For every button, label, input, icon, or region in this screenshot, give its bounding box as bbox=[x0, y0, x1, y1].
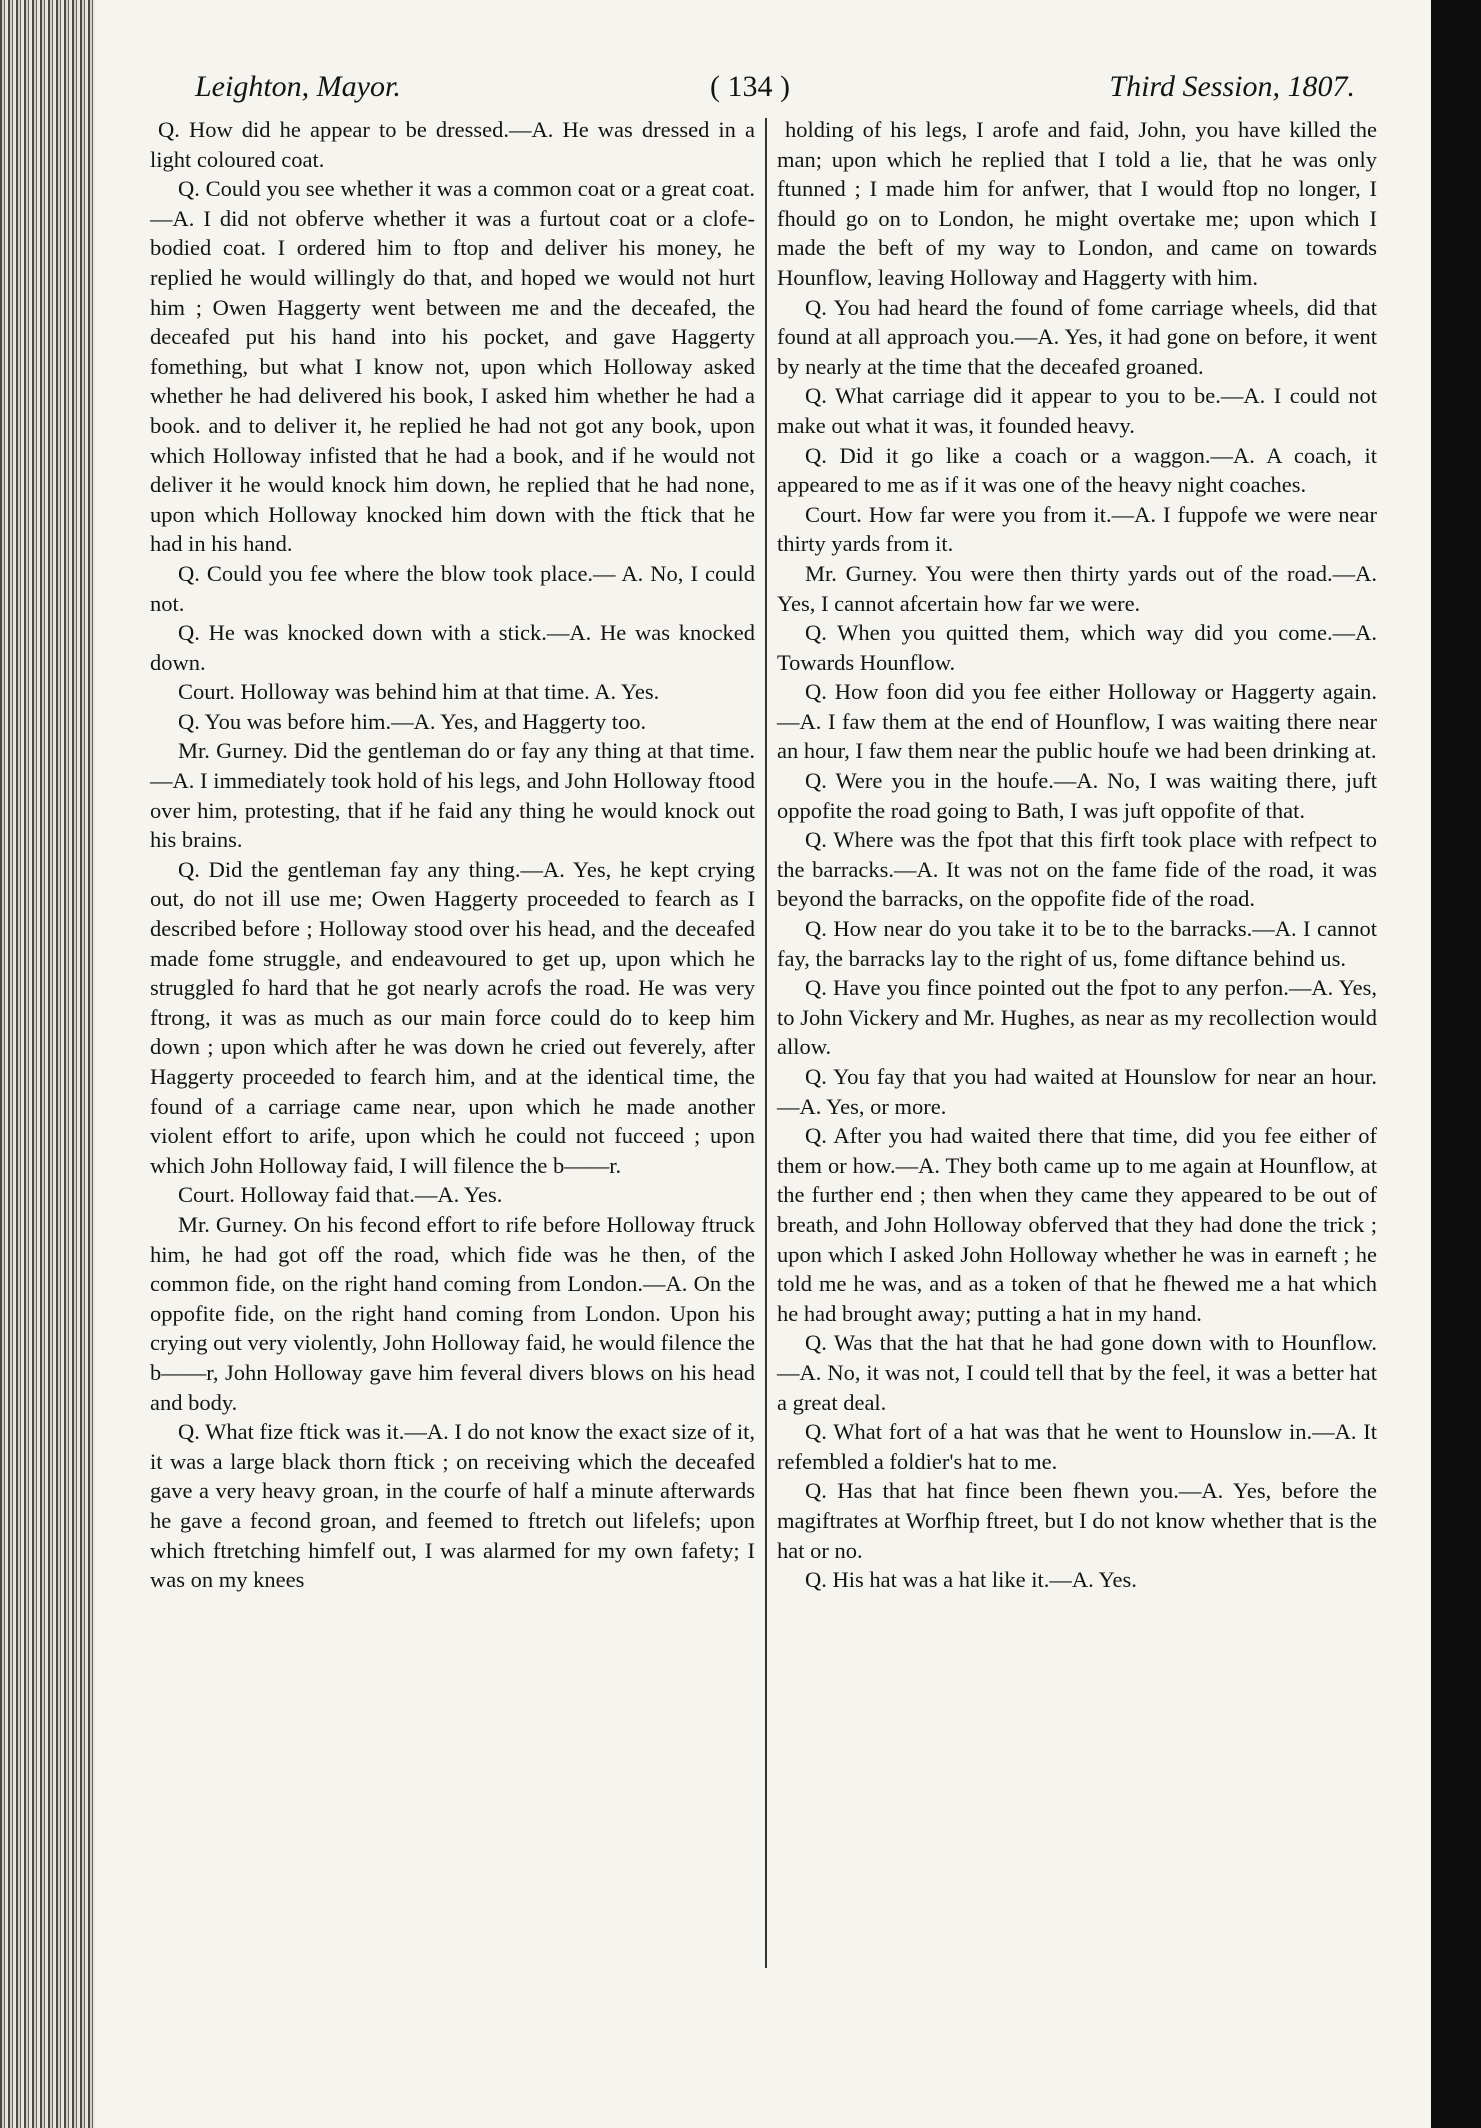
paragraph: holding of his legs, I arofe and faid, John, you have killed the man; upon which he replied that I told a lie, that he was only ftunned ; I made him for anfwer, that I would ftop no longer, I fhould go on to London, he might overtake me; upon which I made the beft of my way to London, and came on towards Hounflow, leaving Holloway and Haggerty with him. bbox=[777, 117, 1377, 290]
paragraph: Q. How near do you take it to be to the barracks.—A. I cannot fay, the barracks lay to the right of us, fome diftance behind us. bbox=[777, 916, 1377, 971]
paragraph: Q. How did he appear to be dressed.—A. He was dressed in a light coloured coat. bbox=[150, 117, 755, 172]
scanned-page-edge-right bbox=[1431, 0, 1481, 2128]
header-mayor: Leighton, Mayor. bbox=[195, 70, 401, 103]
paragraph: Court. How far were you from it.—A. I fuppofe we were near thirty yards from it. bbox=[777, 501, 1377, 557]
paragraph: Q. Did it go like a coach or a waggon.—A. A coach, it appeared to me as if it was one of the heavy night coaches. bbox=[777, 442, 1377, 498]
paragraph: Q. You fay that you had waited at Hounslow for near an hour.—A. Yes, or more. bbox=[777, 1064, 1377, 1119]
paragraph: Q. What carriage did it appear to you to be.—A. I could not make out what it was, it founded heavy. bbox=[777, 383, 1377, 438]
page-number: ( 134 ) bbox=[710, 70, 790, 103]
paragraph: Q. After you had waited there that time, did you fee either of them or how.—A. They both came up to me again at Hounflow, at the further end ; then when they came they appeared to be out of breath, and John Holloway obferved that they had done the trick ; upon which I asked John Holloway whether he was in earneft ; he told me he was, and as a token of that he fhewed me a hat which he had brought away; putting a hat in my hand. bbox=[777, 1123, 1377, 1326]
paragraph: Q. Could you see whether it was a common coat or a great coat.—A. I did not obferve whether it was a furtout coat or a clofe-bodied coat. I ordered him to ftop and deliver his money, he replied he would willingly do that, and hoped we would not hurt him ; Owen Haggerty went between me and the deceafed, the deceafed put his hand into his pocket, and gave Haggerty fomething, but what I know not, upon which Holloway asked whether he had delivered his book, I asked him whether he had a book. and to deliver it, he replied he had not got any book, upon which Holloway infisted that he had a book, and if he would not deliver it he would knock him down, he replied that he had none, upon which Holloway knocked him down with the ftick that he had in his hand. bbox=[150, 176, 755, 557]
paragraph: Q. Was that the hat that he had gone down with to Hounflow.—A. No, it was not, I could tell that by the feel, it was a better hat a great deal. bbox=[777, 1330, 1377, 1415]
left-column bbox=[150, 115, 755, 1595]
paragraph: Q. When you quitted them, which way did you come.—A. Towards Hounflow. bbox=[777, 620, 1377, 675]
paragraph: Q. Have you fince pointed out the fpot to any perfon.—A. Yes, to John Vickery and Mr. Hughes, as near as my recollection would allow. bbox=[777, 975, 1377, 1060]
paragraph: Mr. Gurney. You were then thirty yards out of the road.—A. Yes, I cannot afcertain how far we were. bbox=[777, 560, 1377, 616]
paragraph: Court. Holloway was behind him at that time. A. Yes. bbox=[178, 679, 660, 705]
paragraph: Q. Were you in the houfe.—A. No, I was waiting there, juft oppofite the road going to Bath, I was juft oppofite of that. bbox=[777, 768, 1377, 823]
paragraph: Q. What fize ftick was it.—A. I do not know the exact size of it, it was a large black thorn ftick ; on receiving which the deceafed gave a very heavy groan, in the courfe of half a minute afterwards he gave a fecond groan, and feemed to ftretch out lifelefs; upon which ftretching himfelf out, I was alarmed for my own fafety; I was on my knees bbox=[150, 1419, 755, 1593]
right-column bbox=[777, 115, 1377, 1595]
paragraph: Q. What fort of a hat was that he went to Hounslow in.—A. It refembled a foldier's hat to me. bbox=[777, 1419, 1377, 1474]
paragraph: Q. You had heard the found of fome carriage wheels, did that found at all approach you.—A. Yes, it had gone on before, it went by nearly at the time that the deceafed groaned. bbox=[777, 294, 1377, 379]
paragraph: Q. Did the gentleman fay any thing.—A. Yes, he kept crying out, do not ill use me; Owen Haggerty proceeded to fearch as I described before ; Holloway stood over his head, and the deceafed made fome struggle, and endeavoured to get up, upon which he struggled fo hard that he got nearly acrofs the road. He was very ftrong, it was as much as our main force could do to keep him down ; upon which after he was down he cried out feverely, after Haggerty proceeded to fearch him, and at the identical time, the found of a carriage came near, upon which he made another violent effort to arife, upon which he could not fucceed ; upon which John Holloway faid, I will filence the b——r. bbox=[150, 856, 755, 1178]
paragraph: Q. You was before him.—A. Yes, and Haggerty too. bbox=[178, 708, 647, 734]
paragraph: Q. He was knocked down with a stick.—A. He was knocked down. bbox=[150, 620, 755, 675]
scanned-page-edge-left bbox=[0, 0, 95, 2128]
paragraph: Q. Has that hat fince been fhewn you.—A. Yes, before the magiftrates at Worfhip ftreet, but I do not know whether that is the hat or no. bbox=[777, 1478, 1377, 1563]
paragraph: Q. His hat was a hat like it.—A. Yes. bbox=[805, 1567, 1137, 1593]
paragraph: Q. Where was the fpot that this firft took place with refpect to the barracks.—A. It was not on the fame fide of the road, it was beyond the barracks, on the oppofite fide of the road. bbox=[777, 827, 1377, 912]
paragraph: Court. Holloway faid that.—A. Yes. bbox=[178, 1182, 503, 1208]
paragraph: Q. How foon did you fee either Holloway or Haggerty again.—A. I faw them at the end of Hounflow, I was waiting there near an hour, I faw them near the public houfe we had been drinking at. bbox=[777, 679, 1377, 764]
paragraph: Mr. Gurney. On his fecond effort to rife before Holloway ftruck him, he had got off the road, which fide was he then, of the common fide, on the right hand coming from London.—A. On the oppofite fide, on the right hand coming from London. Upon his crying out very violently, John Holloway faid, he would filence the b——r, John Holloway gave him feveral divers blows on his head and body. bbox=[150, 1211, 755, 1415]
header-session: Third Session, 1807. bbox=[1109, 70, 1355, 103]
column-divider bbox=[765, 118, 767, 1968]
paragraph: Q. Could you fee where the blow took place.— A. No, I could not. bbox=[150, 560, 755, 616]
page-header bbox=[195, 70, 1355, 120]
paragraph: Mr. Gurney. Did the gentleman do or fay any thing at that time.—A. I immediately took hold of his legs, and John Holloway ftood over him, protesting, that if he faid any thing he would knock out his brains. bbox=[150, 738, 755, 853]
